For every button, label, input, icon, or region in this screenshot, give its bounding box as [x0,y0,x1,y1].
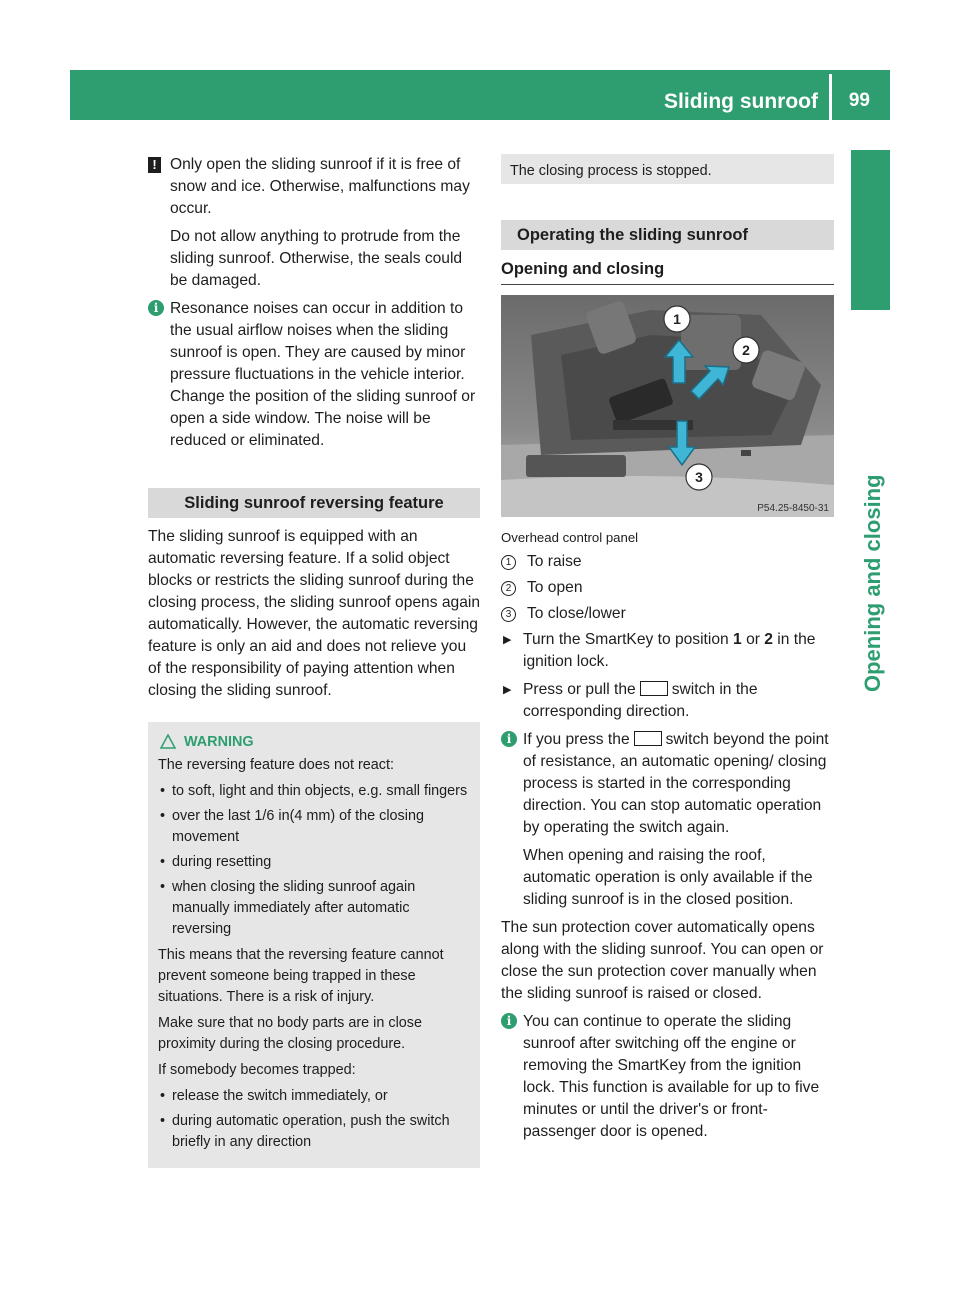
list-item [501,577,834,603]
info-icon: i [148,300,164,316]
legend-number: 3 [501,607,516,622]
warning-box [148,722,480,1168]
page-number: 99 [848,90,870,111]
warning-title: WARNING [184,734,254,750]
photo-code: P54.25-8450-31 [757,503,829,514]
position-1: 1 [733,631,742,648]
position-2: 2 [764,631,773,648]
side-marker [851,150,890,310]
callout-legend [501,551,834,629]
warning-paragraph-2: Make sure that no body parts are in close proximity during the closing procedure. [158,1015,422,1052]
side-tab [852,332,886,692]
caution-note [148,154,480,292]
list-item [501,603,834,629]
list-item: • release the switch immediately, or [158,1086,470,1107]
warning-intro: The reversing feature does not react: [158,757,394,773]
warning-paragraph-1: This means that the reversing feature cannot prevent someone being trapped in these situations. There is a risk of injury. [158,947,444,1005]
info-note-engine-off [501,1011,834,1143]
list-item: • during automatic operation, push the switch briefly in any direction [158,1111,470,1153]
legend-text: To raise [527,553,582,570]
legend-text: To close/lower [527,605,626,622]
info-text-part: If you press the [523,731,630,748]
info-text-auto [523,729,834,839]
warning-triangle-icon [160,734,176,749]
instruction-step-1 [501,629,834,673]
list-item: • when closing the sliding sunroof again manually immediately after automatic reversing [158,877,470,940]
step-text: switch in the corresponding direction. [523,681,758,720]
header-title: Sliding sunroof [664,90,818,113]
section-title-operating: Operating the sliding sunroof [501,220,834,250]
info-text-engine-off: You can continue to operate the sliding sunroof after switching off the engine or removing the SmartKey from the ignition lock. This function is available for up to five minutes or until the driver's or front-passenger door is opened. [523,1013,820,1140]
info-text-part: switch beyond the point of resistance, an automatic opening/ closing process is started in the corresponding direction. You can stop automatic operation by operating the switch again. [523,731,829,836]
warning-list-2 [158,1086,470,1153]
page-header [70,70,890,120]
warning-paragraph-3: If somebody becomes trapped: [158,1062,356,1078]
photo-caption: Overhead control panel [501,530,639,545]
step-text: Turn the SmartKey to position [523,631,734,648]
subheading-opening-closing: Opening and closing [501,258,834,285]
caution-text-1: Only open the sliding sunroof if it is free of snow and ice. Otherwise, malfunctions may occur. [170,156,470,217]
info-text-auto-2: When opening and raising the roof, automatic operation is only available if the sliding sunroof is in the closed position. [523,847,813,908]
instruction-step-2 [501,679,834,723]
callout-1: 1 [673,311,681,327]
list-item: • over the last 1/6 in(4 mm) of the closing movement [158,806,470,848]
step-arrow-icon: ▶ [503,634,512,646]
list-item: • during resetting [158,852,470,873]
side-tab-label: Opening and closing [860,474,885,692]
section-title-reversing: Sliding sunroof reversing feature [148,488,480,518]
callout-2: 2 [742,342,750,358]
closing-stopped-note: The closing process is stopped. [501,154,834,184]
legend-number: 2 [501,581,516,596]
reversing-text: The sliding sunroof is equipped with an automatic reversing feature. If a solid object blocks or restricts the sliding sunroof during the closing process, the sliding sunroof opens again automatically. However, the automatic reversing feature is only an aid and does not relieve you of the responsibility of paying attention when closing the sliding sunroof. [148,528,481,699]
sunroof-switch-icon [640,681,668,696]
right-column [501,154,834,1149]
step-text: in the ignition lock. [523,631,816,670]
info-icon: i [501,731,517,747]
header-divider [829,74,832,120]
legend-number: 1 [501,555,516,570]
sun-protection-text: The sun protection cover automatically opens along with the sliding sunroof. You can open or close the sun protection cover manually when the sliding sunroof is raised or closed. [501,919,824,1002]
info-icon: i [501,1013,517,1029]
list-item: • to soft, light and thin objects, e.g. small fingers [158,781,470,802]
step-text: Press or pull the [523,681,636,698]
left-column [148,154,480,1168]
callout-3: 3 [695,469,703,485]
warning-list [158,781,470,940]
legend-text: To open [527,579,583,596]
overhead-panel-illustration [501,295,834,517]
list-item [501,551,834,577]
caution-text-2: Do not allow anything to protrude from the sliding sunroof. Otherwise, the seals could be damaged. [170,228,463,289]
overhead-panel-photo [501,295,834,517]
info-note-resonance [148,298,480,452]
sunroof-switch-icon [634,731,662,746]
step-text: or [741,631,765,648]
caution-icon: ! [148,157,161,173]
info-note-auto-operation [501,729,834,911]
warning-heading [158,732,470,753]
step-arrow-icon: ▶ [503,684,512,696]
info-text-resonance: Resonance noises can occur in addition to the usual airflow noises when the sliding sunroof is open. They are caused by minor pressure fluctuations in the vehicle interior. Change the position of the sliding sunroof or open a side window. The noise will be reduced or eliminated. [170,300,476,449]
